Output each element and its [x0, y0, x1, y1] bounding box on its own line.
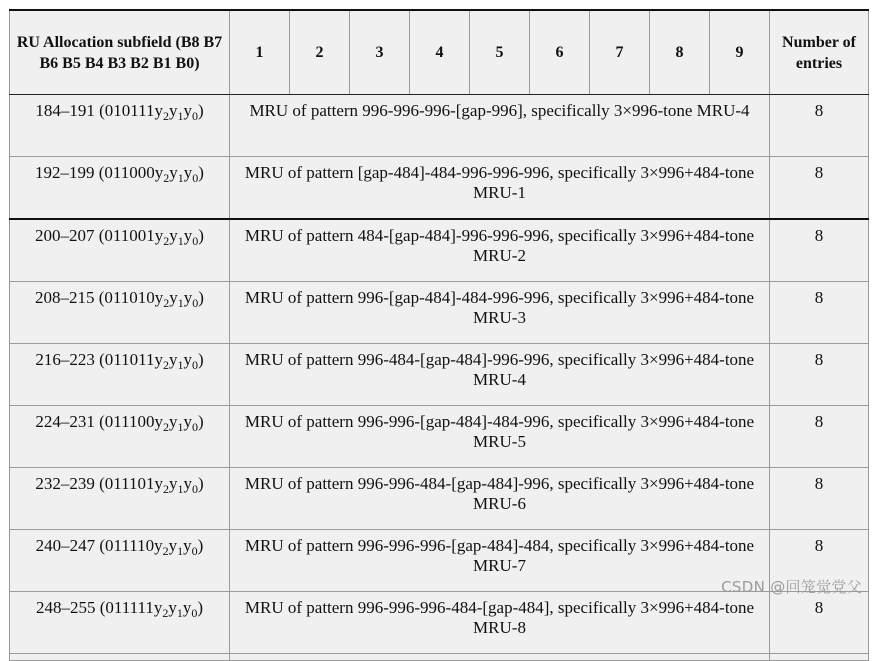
closing-paren: ): [198, 288, 204, 307]
table-row: [10, 282, 869, 344]
variable-subscript: 2: [162, 544, 169, 558]
number-of-entries: 8: [770, 95, 869, 157]
ru-allocation-range-cell: [10, 157, 230, 220]
variable-y: y: [168, 101, 178, 120]
partial-cell: [770, 654, 869, 661]
table-row: [10, 468, 869, 530]
variable-subscript: 2: [162, 420, 169, 434]
mru-description: MRU of pattern 996-996-[gap-484]-484-996, specifically 3×996+484-tone MRU-5: [230, 406, 770, 468]
ru-allocation-range: 184–191 (010111: [35, 101, 155, 120]
variable-y: y: [183, 412, 192, 431]
mru-description: MRU of pattern 484-[gap-484]-996-996-996, specifically 3×996+484-tone MRU-2: [230, 219, 770, 282]
variable-subscript: 0: [191, 482, 198, 496]
variable-subscript: 2: [162, 358, 169, 372]
table-row: [10, 592, 869, 654]
variable-subscript: 1: [177, 482, 184, 496]
ru-allocation-table-container: [9, 9, 868, 637]
header-col-5: 5: [470, 10, 530, 95]
header-col-8: 8: [650, 10, 710, 95]
variable-subscript: 0: [192, 296, 199, 310]
ru-allocation-range-cell: [10, 468, 230, 530]
number-of-entries: 8: [770, 592, 869, 654]
header-col-3: 3: [350, 10, 410, 95]
variable-subscript: 2: [162, 606, 169, 620]
header-ru-allocation-subfield: RU Allocation subfield (B8 B7 B6 B5 B4 B3 B2 B1 B0): [10, 10, 230, 95]
mru-description: MRU of pattern 996-996-996-[gap-484]-484, specifically 3×996+484-tone MRU-7: [230, 530, 770, 592]
mru-description: MRU of pattern 996-996-996-[gap-996], specifically 3×996-tone MRU-4: [230, 95, 770, 157]
variable-y: y: [154, 226, 164, 245]
variable-y: y: [183, 163, 193, 182]
variable-y: y: [183, 226, 193, 245]
mru-description: MRU of pattern 996-[gap-484]-484-996-996, specifically 3×996+484-tone MRU-3: [230, 282, 770, 344]
variable-y: y: [154, 101, 163, 120]
closing-paren: ): [197, 474, 204, 493]
variable-subscript: 2: [163, 171, 170, 185]
mru-description: MRU of pattern 996-996-484-[gap-484]-996, specifically 3×996+484-tone MRU-6: [230, 468, 770, 530]
variable-y: y: [183, 350, 192, 369]
variable-subscript: 2: [163, 296, 170, 310]
closing-paren: ): [198, 163, 204, 182]
variable-subscript: 1: [177, 109, 184, 123]
variable-subscript: 1: [177, 420, 184, 434]
closing-paren: ): [197, 101, 204, 120]
partial-cell: [230, 654, 770, 661]
variable-subscript: 1: [177, 358, 184, 372]
number-of-entries: 8: [770, 406, 869, 468]
variable-y: y: [154, 474, 163, 493]
ru-allocation-range: 248–255 (011111: [35, 598, 154, 617]
number-of-entries: 8: [770, 157, 869, 220]
closing-paren: ): [197, 598, 204, 617]
variable-subscript: 2: [163, 234, 170, 248]
table-row: [10, 95, 869, 157]
closing-paren: ): [197, 412, 204, 431]
variable-y: y: [168, 598, 177, 617]
variable-y: y: [169, 288, 178, 307]
ru-allocation-range-cell: [10, 95, 230, 157]
variable-y: y: [153, 598, 163, 617]
number-of-entries: 8: [770, 219, 869, 282]
ru-allocation-range: 208–215 (011010: [35, 288, 155, 307]
csdn-watermark: CSDN @回笼觉党父: [721, 578, 862, 596]
variable-subscript: 0: [192, 234, 199, 248]
number-of-entries: 8: [770, 344, 869, 406]
closing-paren: ): [197, 536, 204, 555]
ru-allocation-range-cell: [10, 344, 230, 406]
variable-subscript: 0: [191, 358, 198, 372]
variable-y: y: [168, 412, 178, 431]
variable-subscript: 0: [191, 109, 198, 123]
variable-subscript: 1: [176, 606, 183, 620]
closing-paren: ): [197, 350, 204, 369]
ru-allocation-range: 216–223 (011011: [35, 350, 155, 369]
partial-cell: [10, 654, 230, 661]
variable-subscript: 1: [177, 171, 184, 185]
table-row: [10, 157, 869, 220]
table-row: [10, 344, 869, 406]
mru-description: MRU of pattern 996-484-[gap-484]-996-996, specifically 3×996+484-tone MRU-4: [230, 344, 770, 406]
variable-subscript: 0: [191, 544, 198, 558]
variable-y: y: [183, 474, 192, 493]
table-row-partial: [10, 654, 869, 661]
ru-allocation-range: 192–199 (011000: [35, 163, 155, 182]
ru-allocation-range-cell: [10, 282, 230, 344]
variable-y: y: [168, 474, 178, 493]
variable-subscript: 0: [191, 420, 198, 434]
ru-allocation-range-cell: [10, 406, 230, 468]
header-col-9: 9: [710, 10, 770, 95]
ru-allocation-range-cell: [10, 530, 230, 592]
header-col-7: 7: [590, 10, 650, 95]
ru-allocation-table: [9, 9, 869, 661]
variable-y: y: [183, 536, 192, 555]
header-col-6: 6: [530, 10, 590, 95]
table-row: [10, 406, 869, 468]
closing-paren: ): [198, 226, 204, 245]
table-row: [10, 219, 869, 282]
variable-y: y: [154, 412, 163, 431]
ru-allocation-range-cell: [10, 219, 230, 282]
variable-subscript: 2: [162, 482, 169, 496]
variable-subscript: 1: [177, 234, 184, 248]
variable-y: y: [168, 536, 178, 555]
header-col-4: 4: [410, 10, 470, 95]
variable-y: y: [169, 226, 178, 245]
number-of-entries: 8: [770, 530, 869, 592]
variable-y: y: [154, 288, 164, 307]
variable-y: y: [168, 350, 178, 369]
ru-allocation-range: 224–231 (011100: [35, 412, 155, 431]
ru-allocation-range: 240–247 (011110: [35, 536, 155, 555]
header-col-1: 1: [230, 10, 290, 95]
number-of-entries: 8: [770, 282, 869, 344]
variable-y: y: [182, 598, 192, 617]
ru-allocation-range: 232–239 (011101: [35, 474, 155, 493]
variable-y: y: [183, 288, 193, 307]
ru-allocation-range-cell: [10, 592, 230, 654]
variable-y: y: [154, 163, 164, 182]
variable-y: y: [183, 101, 192, 120]
ru-allocation-range: 200–207 (011001: [35, 226, 155, 245]
variable-y: y: [154, 350, 163, 369]
header-number-of-entries: Number of entries: [770, 10, 869, 95]
mru-description: MRU of pattern 996-996-996-484-[gap-484], specifically 3×996+484-tone MRU-8: [230, 592, 770, 654]
variable-subscript: 2: [162, 109, 169, 123]
variable-subscript: 1: [177, 544, 184, 558]
variable-y: y: [169, 163, 178, 182]
number-of-entries: 8: [770, 468, 869, 530]
mru-description: MRU of pattern [gap-484]-484-996-996-996, specifically 3×996+484-tone MRU-1: [230, 157, 770, 220]
variable-subscript: 1: [177, 296, 184, 310]
variable-subscript: 0: [191, 606, 198, 620]
header-row: [10, 10, 869, 95]
variable-subscript: 0: [192, 171, 199, 185]
variable-y: y: [154, 536, 163, 555]
header-col-2: 2: [290, 10, 350, 95]
